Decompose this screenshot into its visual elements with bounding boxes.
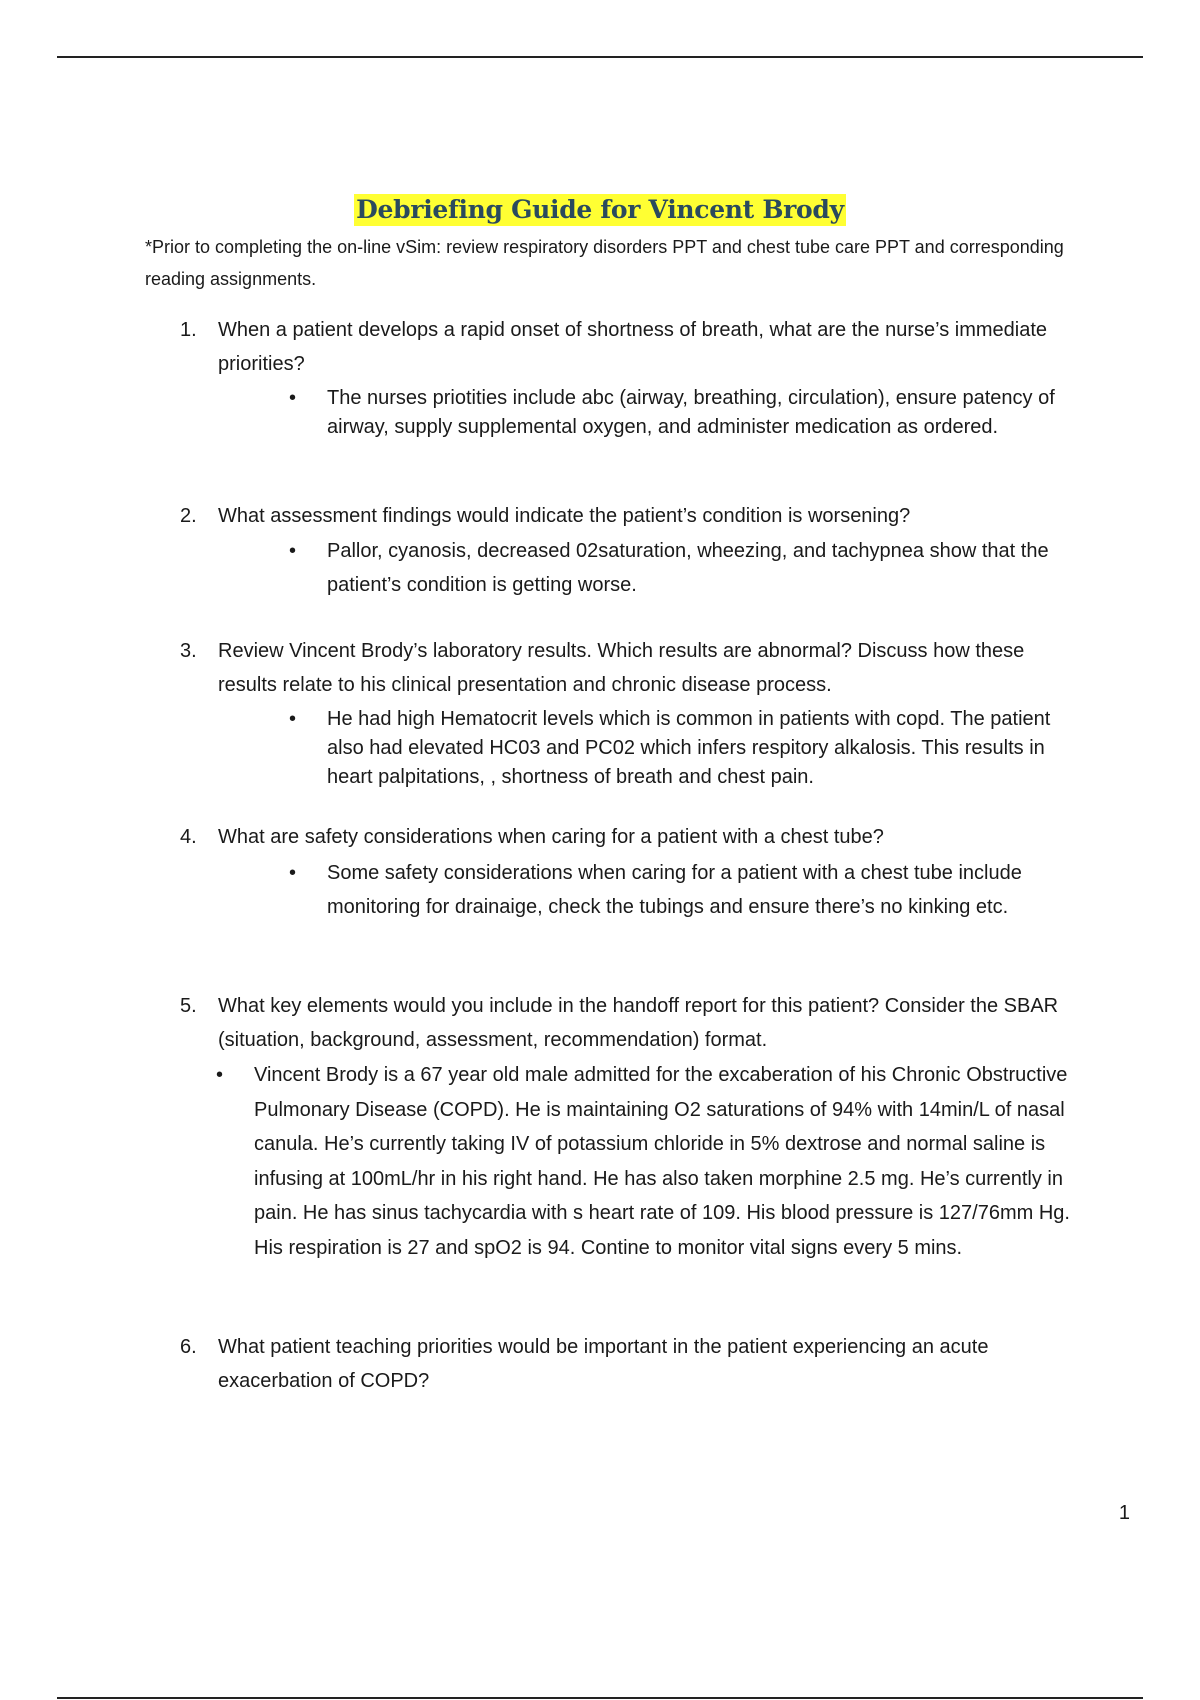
question-1: [180, 313, 1100, 381]
question-text: What assessment findings would indicate the patient’s condition is worsening?: [218, 505, 911, 527]
question-text: What key elements would you include in the handoff report for this patient? Consider the SBAR (situation, background, assessment, recommendation) format.: [218, 995, 1059, 1051]
answer-3: [289, 705, 1087, 792]
answer-text: Some safety considerations when caring for a patient with a chest tube include monitoring for drainaige, check the tubings and ensure there’s no kinking etc.: [327, 862, 1022, 918]
question-4: [180, 820, 1100, 854]
title-container: [0, 194, 1200, 226]
question-3: [180, 634, 1100, 702]
answer-text: He had high Hematocrit levels which is common in patients with copd. The patient also had elevated HC03 and PC02 which infers respitory alkalosis. This results in heart palpitations, , shortness of breath and chest pain.: [327, 708, 1051, 788]
question-number: 1.: [180, 319, 197, 341]
question-number: 2.: [180, 505, 197, 527]
answer-5: [216, 1058, 1092, 1265]
question-number: 4.: [180, 826, 197, 848]
bullet-point: •: [289, 708, 297, 730]
page-number: 1: [1118, 1502, 1130, 1524]
answer-4: [289, 856, 1087, 924]
answer-text: Vincent Brody is a 67 year old male admitted for the excaberation of his Chronic Obstructive Pulmonary Disease (COPD). He is maintaining O2 saturations of 94% with 14min/L of nasal canula. He’s currently taking IV of potassium chloride in 5% dextrose and normal saline is infusing at 100mL/hr in his right hand. He has also taken morphine 2.5 mg. He’s currently in pain. He has sinus tachycardia with s heart rate of 109. His blood pressure is 127/76mm Hg. His respiration is 27 and spO2 is 94. Contine to monitor vital signs every 5 mins.: [254, 1064, 1070, 1259]
question-number: 5.: [180, 995, 197, 1017]
question-text: What patient teaching priorities would be important in the patient experiencing an acute exacerbation of COPD?: [218, 1336, 989, 1392]
answer-text: The nurses priotities include abc (airway, breathing, circulation), ensure patency of airway, supply supplemental oxygen, and administer medication as ordered.: [327, 387, 1055, 438]
question-text: What are safety considerations when caring for a patient with a chest tube?: [218, 826, 884, 848]
question-text: When a patient develops a rapid onset of shortness of breath, what are the nurse’s immediate priorities?: [218, 319, 1048, 375]
top-horizontal-rule: [57, 56, 1143, 58]
bullet-point: •: [216, 1064, 224, 1086]
answer-1: [289, 384, 1087, 442]
question-2: [180, 499, 1100, 533]
answer-2: [289, 534, 1087, 602]
question-5: [180, 989, 1100, 1057]
question-number: 6.: [180, 1336, 197, 1358]
question-6: [180, 1330, 1100, 1398]
document-title: Debriefing Guide for Vincent Brody: [356, 195, 844, 224]
bullet-point: •: [289, 540, 297, 562]
answer-text: Pallor, cyanosis, decreased 02saturation, wheezing, and tachypnea show that the patient’s condition is getting worse.: [327, 540, 1049, 596]
intro-note: *Prior to completing the on-line vSim: review respiratory disorders PPT and chest tube care PPT and corresponding reading assignments.: [145, 237, 1064, 289]
question-number: 3.: [180, 640, 197, 662]
bottom-horizontal-rule: [57, 1697, 1143, 1699]
bullet-point: •: [289, 387, 297, 409]
bullet-point: •: [289, 862, 297, 884]
question-text: Review Vincent Brody’s laboratory results. Which results are abnormal? Discuss how these results relate to his clinical presentation and chronic disease process.: [218, 640, 1025, 696]
